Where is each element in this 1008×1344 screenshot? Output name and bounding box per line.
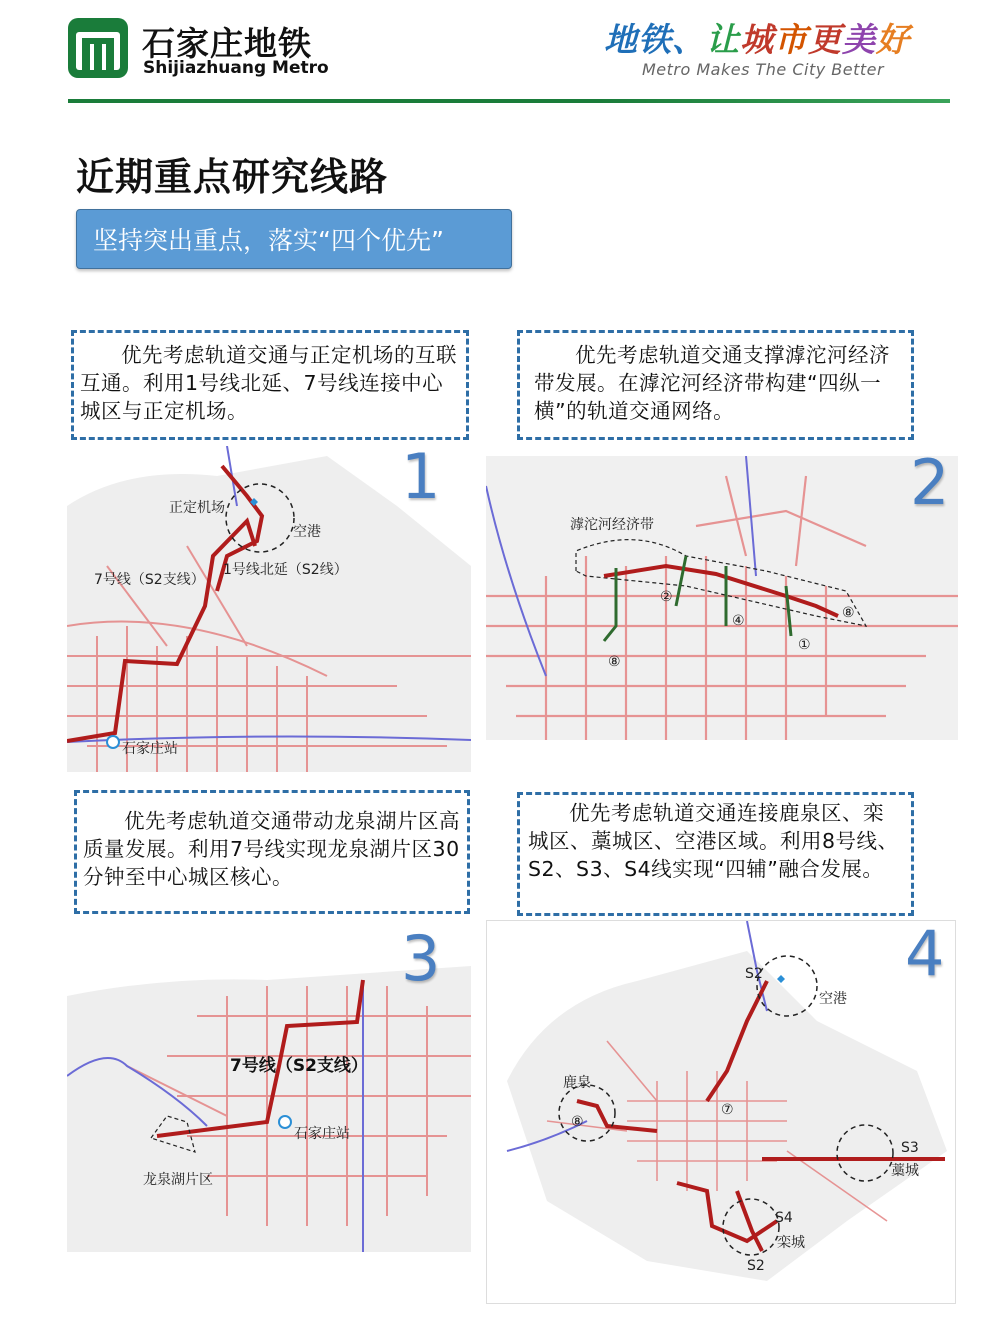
panel-3-description: [74, 790, 470, 914]
slogan-part: 城: [740, 20, 774, 59]
map-label: 藁城: [891, 1163, 919, 1179]
slogan-part: 更: [808, 20, 842, 59]
map-label: ⑦: [721, 1102, 734, 1118]
subtitle-banner-text: 坚持突出重点，落实“四个优先”: [93, 226, 444, 255]
map-label: ②: [660, 589, 673, 605]
map-label: 栾城: [777, 1235, 805, 1251]
map-label: 滹沱河经济带: [570, 517, 654, 533]
map-4-satellite-towns: [486, 920, 956, 1304]
brand-name-cn: 石家庄地铁: [142, 24, 312, 63]
map-label: 空港: [293, 524, 321, 540]
slogan-part: 市: [774, 20, 808, 59]
map-label: ①: [798, 637, 811, 653]
map-1-airport-link: [67, 446, 471, 772]
map-label: S2: [745, 966, 763, 982]
slogan-part: 、: [672, 20, 706, 59]
brand-name-en: Shijiazhuang Metro: [143, 58, 329, 78]
slogan-cn: [604, 14, 910, 61]
map-label: 龙泉湖片区: [143, 1172, 213, 1188]
panel-2-text: 优先考虑轨道交通支撑滹沱河经济带发展。在滹沱河经济带构建“四纵一横”的轨道交通网络。: [534, 343, 890, 423]
panel-1-text: 优先考虑轨道交通与正定机场的互联互通。利用1号线北延、7号线连接中心城区与正定机场。: [80, 343, 457, 423]
slogan-part: 地铁: [604, 20, 672, 59]
map-label: 7号线（S2支线）: [230, 1056, 368, 1076]
map-label: 正定机场: [169, 500, 225, 516]
map-label: 7号线（S2支线）: [94, 572, 205, 588]
map-label: S2: [747, 1258, 765, 1274]
panel-2-description: [517, 330, 914, 440]
page-title: 近期重点研究线路: [76, 155, 389, 199]
map-label: ⑧: [608, 654, 621, 670]
slogan-part: 好: [876, 20, 910, 59]
map-4-number: 4: [905, 920, 945, 990]
map-2-hutuo-river-belt: [486, 456, 958, 740]
panel-3-text: 优先考虑轨道交通带动龙泉湖片区高质量发展。利用7号线实现龙泉湖片区30分钟至中心城区核心。: [83, 809, 460, 889]
map-label: S4: [775, 1210, 793, 1226]
map-1-number: 1: [401, 446, 441, 513]
subtitle-banner: [76, 209, 512, 269]
panel-1-description: [71, 330, 469, 440]
slogan-part: 美: [842, 20, 876, 59]
map-label: 鹿泉: [563, 1075, 591, 1091]
map-label: 空港: [819, 991, 847, 1007]
map-label: ④: [732, 613, 745, 629]
map-label: S3: [901, 1140, 919, 1156]
header-divider: [68, 99, 950, 103]
map-label: ⑧: [571, 1114, 584, 1130]
map-label: 石家庄站: [122, 741, 178, 757]
map-2-number: 2: [910, 456, 950, 519]
map-3-longquan-lake: [67, 926, 471, 1252]
map-label: ⑧: [842, 605, 855, 621]
map-label: 1号线北延（S2线）: [223, 562, 348, 578]
slogan-part: 让: [706, 20, 740, 59]
slogan-en: Metro Makes The City Better: [642, 60, 885, 79]
map-label: 石家庄站: [294, 1126, 350, 1142]
panel-4-description: [517, 792, 914, 916]
metro-logo-icon: [68, 18, 128, 78]
panel-4-text: 优先考虑轨道交通连接鹿泉区、栾城区、藁城区、空港区域。利用8号线、S2、S3、S4线实现“四辅”融合发展。: [528, 801, 899, 881]
map-3-number: 3: [401, 926, 441, 995]
